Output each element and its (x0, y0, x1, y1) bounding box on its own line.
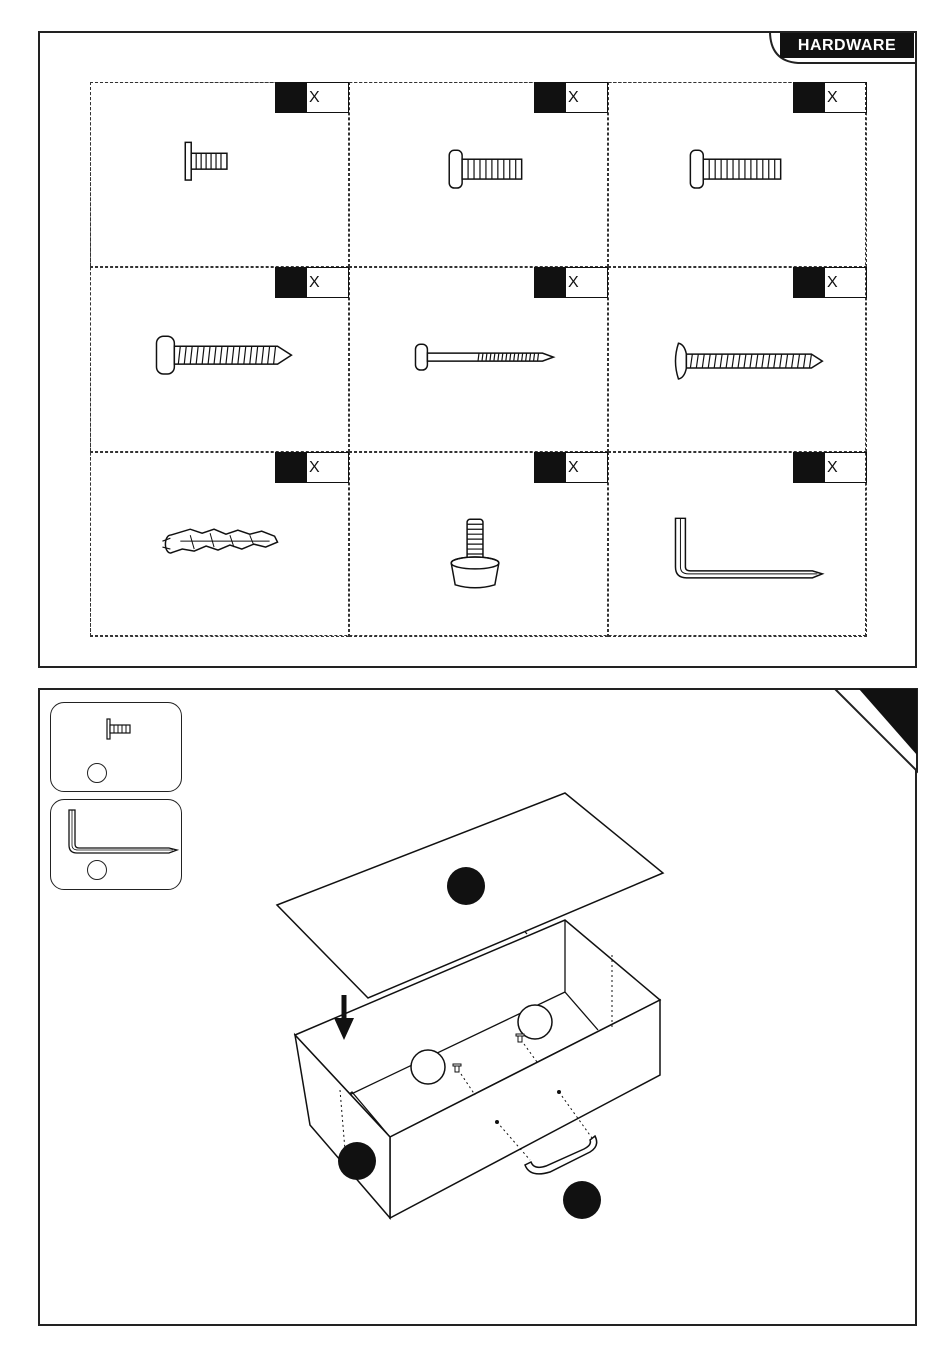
hardware-cell (90, 452, 349, 637)
leveling-foot-icon (350, 483, 607, 633)
quantity-label: X (309, 88, 320, 106)
quantity-label: X (309, 458, 320, 476)
quantity-label: X (827, 273, 838, 291)
hardware-cell (608, 452, 867, 637)
quantity-box (534, 267, 608, 298)
wall-anchor-icon (91, 483, 348, 633)
flat-head-screw-icon (609, 298, 866, 448)
quantity-label: X (568, 88, 579, 106)
hardware-cell (608, 267, 867, 452)
allen-key-icon (65, 808, 180, 858)
quantity-box (275, 452, 349, 483)
assembly-illustration (270, 780, 690, 1230)
parts-needed-bolt (50, 702, 182, 792)
part-label-circle (87, 763, 107, 783)
quantity-label: X (827, 88, 838, 106)
quantity-label: X (568, 273, 579, 291)
hardware-grid (90, 82, 866, 636)
quantity-label: X (309, 273, 320, 291)
long-bolt-icon (609, 113, 866, 263)
hardware-cell (90, 267, 349, 452)
wood-screw-icon (91, 298, 348, 448)
hardware-cell (90, 82, 349, 267)
hardware-cell (349, 452, 608, 637)
quantity-box (793, 267, 867, 298)
hardware-cell (349, 82, 608, 267)
quantity-label: X (568, 458, 579, 476)
quantity-label: X (827, 458, 838, 476)
short-bolt-icon (91, 113, 348, 263)
quantity-box (534, 452, 608, 483)
part-label-circle (87, 860, 107, 880)
quantity-box (275, 82, 349, 113)
parts-needed-allen-key (50, 799, 182, 890)
short-bolt-icon (105, 717, 135, 741)
quantity-box (275, 267, 349, 298)
hardware-title: HARDWARE (780, 33, 914, 58)
quantity-box (793, 82, 867, 113)
thin-screw-icon (350, 298, 607, 448)
medium-bolt-icon (350, 113, 607, 263)
quantity-box (793, 452, 867, 483)
allen-key-icon (609, 483, 866, 633)
step-number-badge (835, 689, 917, 771)
hardware-cell (349, 267, 608, 452)
hardware-cell (608, 82, 867, 267)
quantity-box (534, 82, 608, 113)
